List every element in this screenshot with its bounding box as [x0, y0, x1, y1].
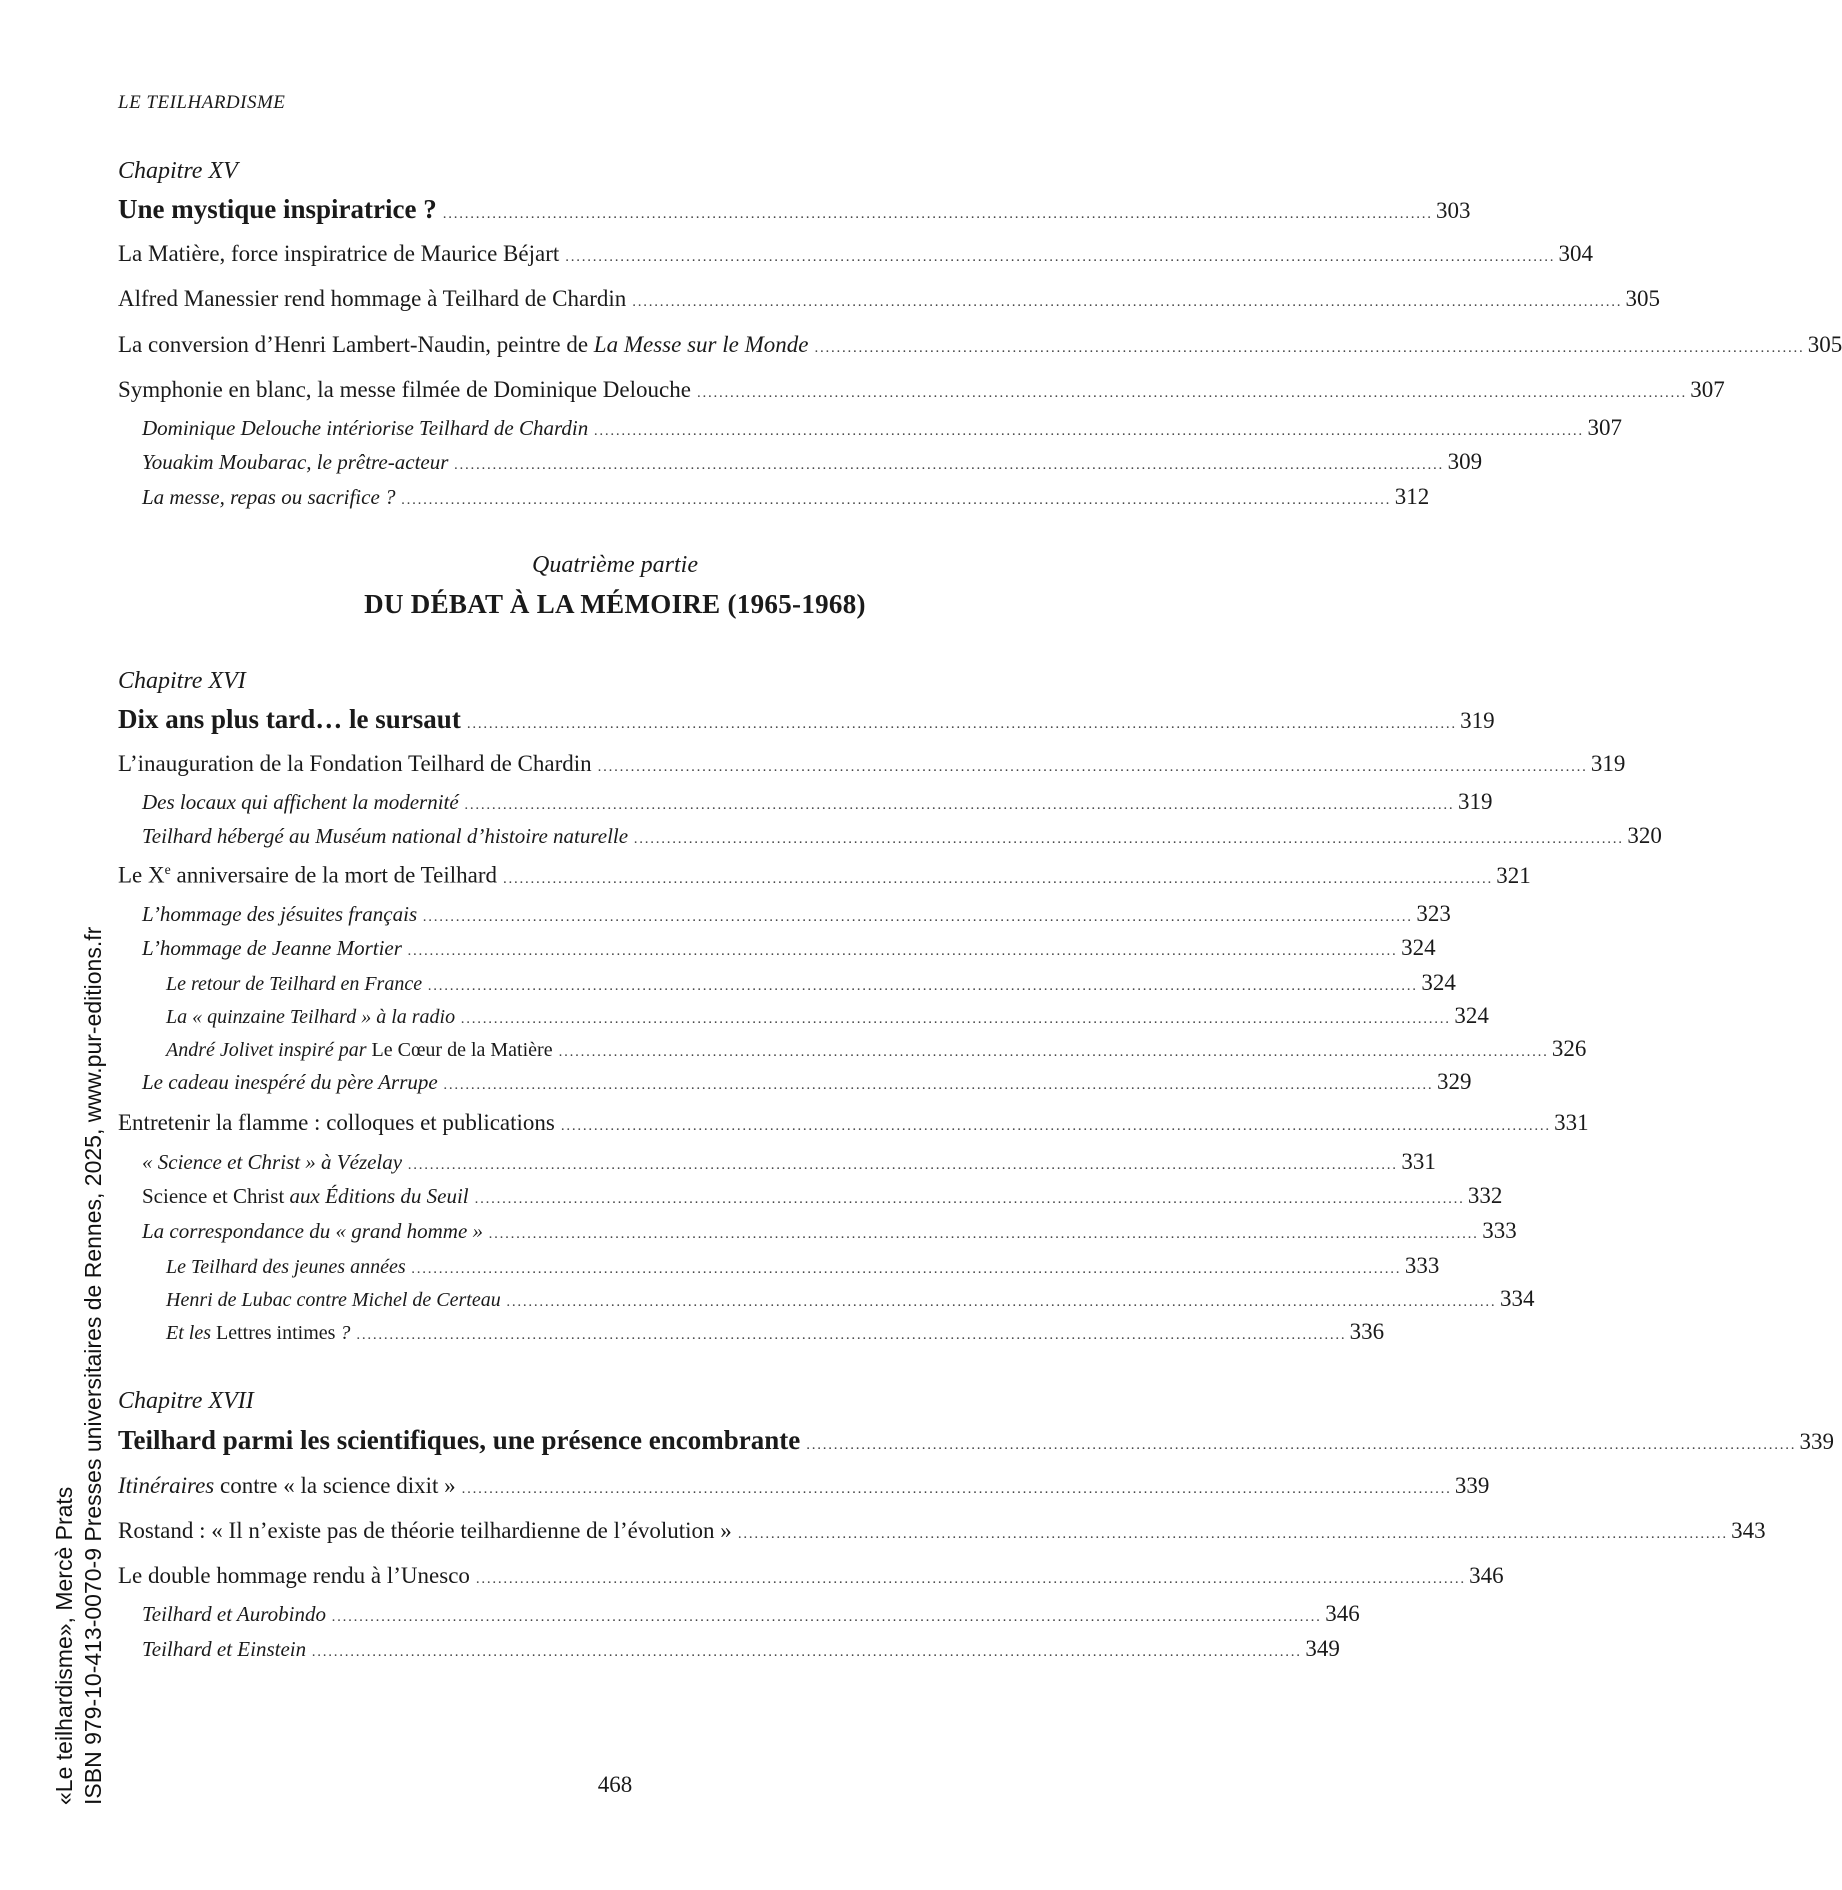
- toc-entry[interactable]: Le double hommage rendu à l’Unesco . . . 346: [118, 1563, 1112, 1589]
- copyright-side-note: «Le teilhardisme», Mercè Prats ISBN 979-10-413-0070-9 Presses universitaires de Rennes, 2025, www.pur-editions.fr: [51, 926, 106, 1805]
- toc-subentry[interactable]: La messe, repas ou sacrifice ? . . . 312: [142, 484, 1112, 510]
- toc-subentry[interactable]: « Science et Christ » à Vézelay . . . 331: [142, 1149, 1112, 1175]
- toc-subsubentry[interactable]: Le retour de Teilhard en France . . . 324: [166, 970, 1112, 996]
- toc-subsubentry[interactable]: Le Teilhard des jeunes années . . . 333: [166, 1253, 1112, 1279]
- toc-entry[interactable]: L’inauguration de la Fondation Teilhard de Chardin . . . 319: [118, 751, 1112, 777]
- toc-entry[interactable]: Itinéraires contre « la science dixit » . . . 339: [118, 1473, 1112, 1499]
- toc-entry[interactable]: La Matière, force inspiratrice de Maurice Béjart . . . 304: [118, 241, 1112, 267]
- toc-subentry[interactable]: L’hommage des jésuites français . . . 323: [142, 901, 1112, 927]
- toc-subsubentry[interactable]: André Jolivet inspiré par Le Cœur de la Matière . . . 326: [166, 1036, 1112, 1062]
- toc-subentry[interactable]: Des locaux qui affichent la modernité . . . 319: [142, 789, 1112, 815]
- part-label: Quatrième partie: [532, 552, 698, 578]
- toc-subentry[interactable]: Le cadeau inespéré du père Arrupe . . . 329: [142, 1069, 1112, 1095]
- toc-subentry[interactable]: Youakim Moubarac, le prêtre-acteur . . . 309: [142, 449, 1112, 475]
- toc-entry-chapter-title[interactable]: Dix ans plus tard… le sursaut . . . 319: [118, 704, 1112, 735]
- toc-entry-chapter-title[interactable]: Teilhard parmi les scientifiques, une présence encombrante . . . 339: [118, 1425, 1112, 1456]
- page-number: 468: [597, 1772, 633, 1797]
- toc-entry-chapter-title[interactable]: Une mystique inspiratrice ? . . . 303: [118, 194, 1112, 225]
- toc-subentry[interactable]: Dominique Delouche intériorise Teilhard de Chardin . . . 307: [142, 415, 1112, 441]
- toc-entry[interactable]: Le Xe anniversaire de la mort de Teilhard . . . 321: [118, 862, 1112, 889]
- running-head: LE TEILHARDISME: [118, 92, 286, 113]
- toc-entry[interactable]: Alfred Manessier rend hommage à Teilhard de Chardin . . . 305: [118, 286, 1112, 312]
- toc-subsubentry[interactable]: Et les Lettres intimes ? . . . 336: [166, 1319, 1112, 1345]
- chapter-label: Chapitre XVI: [118, 668, 246, 694]
- toc-entry[interactable]: Rostand : « Il n’existe pas de théorie teilhardienne de l’évolution » . . . 343: [118, 1518, 1112, 1544]
- toc-entry[interactable]: Entretenir la flamme : colloques et publications . . . 331: [118, 1110, 1112, 1136]
- toc-subentry[interactable]: L’hommage de Jeanne Mortier . . . 324: [142, 935, 1112, 961]
- chapter-label: Chapitre XVII: [118, 1388, 254, 1414]
- part-heading: [118, 552, 1112, 620]
- chapter-label: Chapitre XV: [118, 158, 238, 184]
- part-title: DU DÉBAT À LA MÉMOIRE (1965-1968): [364, 589, 866, 619]
- toc-subsubentry[interactable]: Henri de Lubac contre Michel de Certeau . . . 334: [166, 1286, 1112, 1312]
- toc-subentry[interactable]: La correspondance du « grand homme » . . . 333: [142, 1218, 1112, 1244]
- toc-subentry[interactable]: Teilhard et Einstein . . . 349: [142, 1636, 1112, 1662]
- toc-entry[interactable]: Symphonie en blanc, la messe filmée de Dominique Delouche . . . 307: [118, 377, 1112, 403]
- toc-subsubentry[interactable]: La « quinzaine Teilhard » à la radio . . . 324: [166, 1003, 1112, 1029]
- toc-subentry[interactable]: Teilhard et Aurobindo . . . 346: [142, 1601, 1112, 1627]
- toc-subentry[interactable]: Science et Christ aux Éditions du Seuil . . . 332: [142, 1183, 1112, 1209]
- toc-entry[interactable]: La conversion d’Henri Lambert-Naudin, peintre de La Messe sur le Monde . . . 305: [118, 332, 1112, 358]
- toc-subentry[interactable]: Teilhard hébergé au Muséum national d’histoire naturelle . . . 320: [142, 823, 1112, 849]
